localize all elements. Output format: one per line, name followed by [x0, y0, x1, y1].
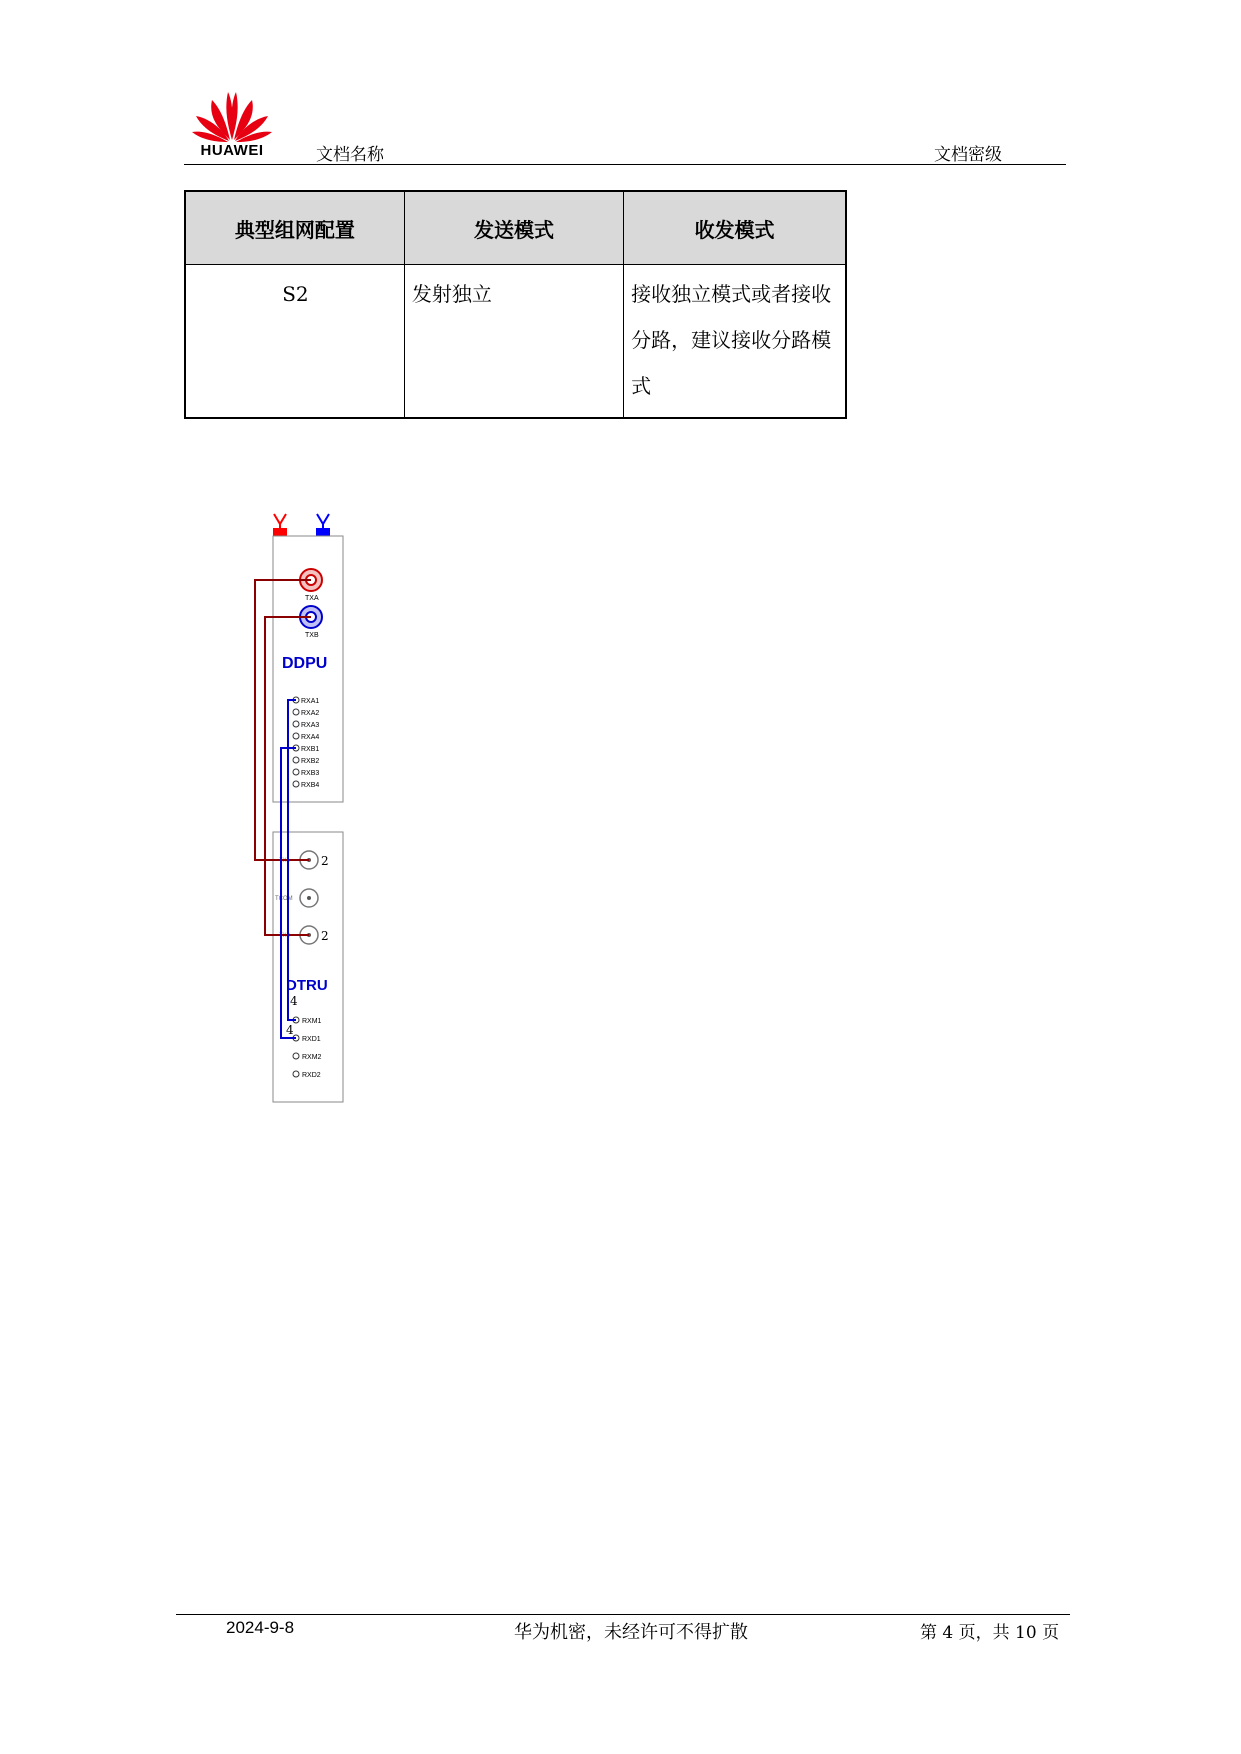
- cabling-diagram-svg: [255, 500, 405, 1130]
- port-label-rxb3: RXB3: [301, 770, 320, 777]
- cabling-diagram: [255, 500, 405, 1130]
- footer-page-number: 第 4 页，共 10 页: [920, 1623, 1060, 1643]
- rxd1-label: 4: [286, 1023, 294, 1037]
- table-row: [185, 265, 846, 419]
- port-label-tx2: TX2: [279, 933, 291, 939]
- port-label-tcom: TCOM: [275, 896, 293, 902]
- huawei-logo: [188, 86, 276, 162]
- antenna-a-icon: [273, 514, 287, 536]
- rxm1-label: 4: [290, 994, 298, 1008]
- configuration-table: [184, 190, 847, 419]
- table-cell-transmit-mode: 发射独立: [404, 265, 623, 419]
- footer-divider: [176, 1614, 1070, 1615]
- antenna-b-icon: [316, 514, 330, 536]
- dtru-title: DTRU: [286, 977, 328, 994]
- document-name: 文档名称: [316, 145, 384, 165]
- port-label-rxa2: RXA2: [301, 710, 320, 717]
- table-header-row: [185, 191, 846, 265]
- table-cell-config: S2: [185, 265, 404, 419]
- dtru-module: [273, 832, 343, 1102]
- port-label-rxm1: RXM1: [302, 1018, 322, 1025]
- port-label-rxd1: RXD1: [302, 1036, 321, 1043]
- column-header-transceive-mode: 收发模式: [624, 191, 846, 265]
- document-classification: 文档密级: [934, 145, 1002, 165]
- ddpu-title: DDPU: [282, 655, 328, 672]
- port-label-rxm2: RXM2: [302, 1054, 322, 1061]
- table-cell-transceive-mode: 接收独立模式或者接收分路，建议接收分路模式: [624, 265, 846, 419]
- footer-date: 2024-9-8: [226, 1618, 295, 1637]
- footer-confidential-notice: 华为机密，未经许可不得扩散: [514, 1622, 748, 1643]
- tx1-label: 2: [321, 854, 329, 868]
- port-label-txa: TXA: [305, 595, 319, 602]
- header-divider: [184, 164, 1066, 165]
- port-label-tx1: TX1: [279, 858, 291, 864]
- logo-text: HUAWEI: [200, 142, 264, 159]
- port-label-rxa1: RXA1: [301, 698, 320, 705]
- port-label-rxb4: RXB4: [301, 782, 320, 789]
- port-label-rxb1: RXB1: [301, 746, 320, 753]
- port-label-rxa3: RXA3: [301, 722, 320, 729]
- port-label-rxd2: RXD2: [302, 1072, 321, 1079]
- tcom-port-icon: [300, 889, 318, 907]
- port-label-txb: TXB: [305, 632, 319, 639]
- huawei-petals-icon: [188, 86, 276, 144]
- column-header-network-config: 典型组网配置: [185, 191, 404, 265]
- tx2-label: 2: [321, 929, 329, 943]
- column-header-transmit-mode: 发送模式: [404, 191, 623, 265]
- port-label-rxb2: RXB2: [301, 758, 320, 765]
- port-label-rxa4: RXA4: [301, 734, 320, 741]
